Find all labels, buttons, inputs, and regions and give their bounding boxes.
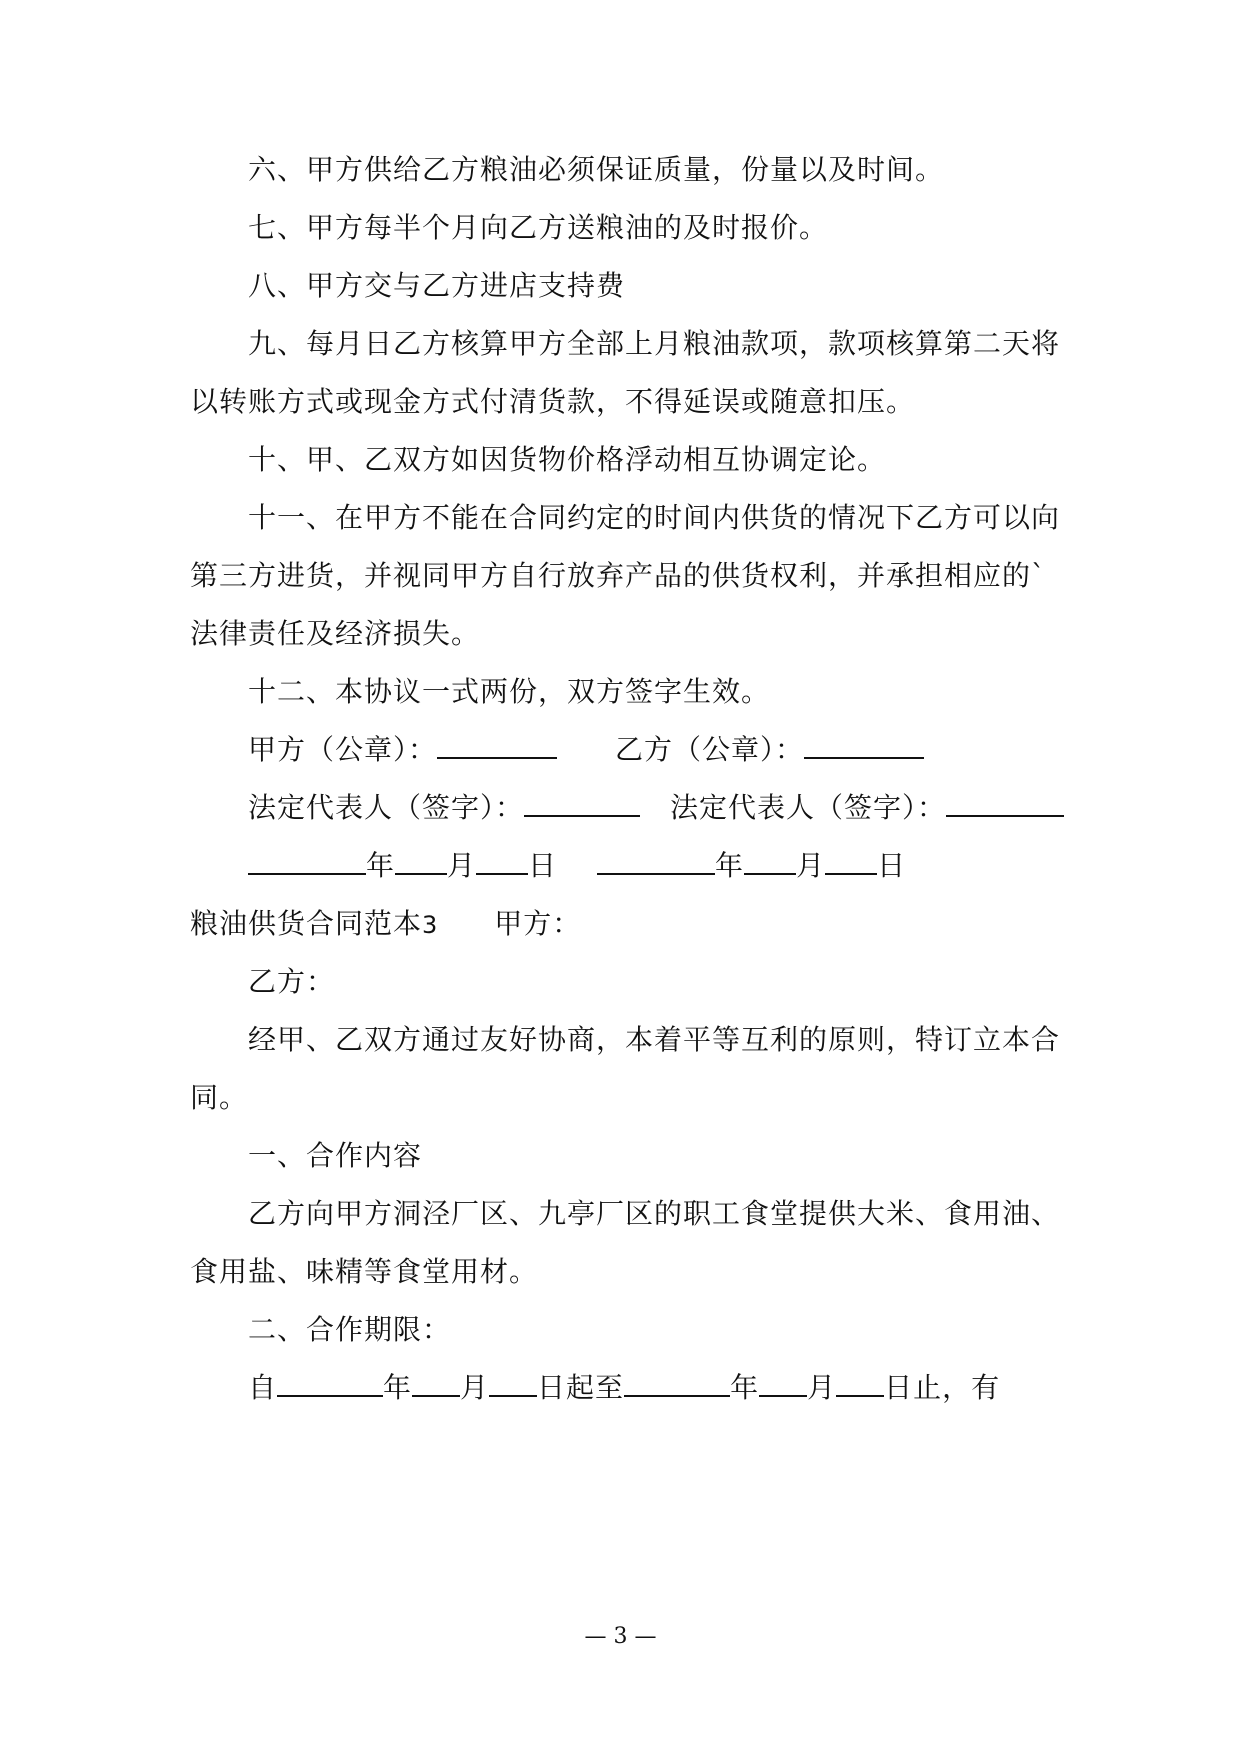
period-end-year-blank — [624, 1369, 730, 1397]
period-line — [248, 1368, 1000, 1408]
period-end-month-blank — [759, 1369, 807, 1397]
legal-rep-a-label: 法定代表人（签字）： — [248, 791, 525, 824]
clause-11-line-1: 十一、在甲方不能在合同约定的时间内供货的情况下乙方可以向 — [248, 501, 1061, 534]
date-a-day-blank — [476, 847, 528, 875]
date-a-month-blank — [395, 847, 447, 875]
legal-rep-b-blank — [946, 789, 1064, 817]
section-1-line-1: 乙方向甲方洞泾厂区、九亭厂区的职工食堂提供大米、食用油、 — [248, 1197, 1061, 1230]
period-end-year-label: 年 — [730, 1371, 760, 1404]
contract-3-heading-line — [190, 904, 581, 945]
party-b-seal-blank — [804, 731, 924, 759]
period-start-day-blank — [489, 1369, 537, 1397]
contract-title: 粮油供货合同范本 — [190, 907, 423, 940]
intro-line-1: 经甲、乙双方通过友好协商，本着平等互利的原则，特订立本合 — [248, 1023, 1061, 1056]
page-number: — 3 — — [584, 1624, 657, 1649]
party-a-seal-blank — [437, 731, 557, 759]
date-a-day-label: 日 — [528, 849, 558, 882]
period-end-label: 日止，有 — [884, 1371, 1001, 1404]
date-b-year-label: 年 — [715, 849, 745, 882]
party-b-seal-label: 乙方（公章）： — [615, 733, 805, 766]
clause-12: 十二、本协议一式两份，双方签字生效。 — [248, 675, 771, 708]
contract-title-number: 3 — [422, 911, 439, 939]
clause-6: 六、甲方供给乙方粮油必须保证质量，份量以及时间。 — [248, 153, 945, 186]
period-start-month-label: 月 — [460, 1371, 490, 1404]
clause-9-line-1: 九、每月日乙方核算甲方全部上月粮油款项，款项核算第二天将 — [248, 327, 1061, 360]
period-end-day-blank — [836, 1369, 884, 1397]
period-start-month-blank — [412, 1369, 460, 1397]
seal-line — [248, 730, 924, 770]
date-line — [248, 846, 906, 886]
period-to-label: 日起至 — [537, 1371, 625, 1404]
section-1-title: 一、合作内容 — [248, 1139, 423, 1172]
clause-8: 八、甲方交与乙方进店支持费 — [248, 269, 626, 302]
period-start-year-label: 年 — [383, 1371, 413, 1404]
legal-rep-a-blank — [524, 789, 640, 817]
clause-11-line-3: 法律责任及经济损失。 — [190, 617, 481, 650]
clause-10: 十、甲、乙双方如因货物价格浮动相互协调定论。 — [248, 443, 887, 476]
period-start-year-blank — [277, 1369, 383, 1397]
clause-7: 七、甲方每半个月向乙方送粮油的及时报价。 — [248, 211, 829, 244]
date-b-month-label: 月 — [796, 849, 826, 882]
clause-9-line-2: 以转账方式或现金方式付清货款，不得延误或随意扣压。 — [190, 385, 916, 418]
date-b-day-label: 日 — [877, 849, 907, 882]
date-a-year-blank — [248, 847, 366, 875]
party-a-seal-label: 甲方（公章）： — [248, 733, 438, 766]
section-2-title: 二、合作期限： — [248, 1313, 452, 1346]
intro-line-2: 同。 — [190, 1081, 249, 1114]
date-a-year-label: 年 — [366, 849, 396, 882]
date-b-year-blank — [597, 847, 715, 875]
legal-rep-b-label: 法定代表人（签字）： — [670, 791, 947, 824]
legal-rep-line — [248, 788, 1064, 828]
period-from-label: 自 — [248, 1371, 278, 1404]
party-b-label: 乙方： — [248, 965, 336, 998]
date-b-day-blank — [825, 847, 877, 875]
date-b-month-blank — [744, 847, 796, 875]
clause-11-line-2: 第三方进货，并视同甲方自行放弃产品的供货权利，并承担相应的` — [190, 559, 1047, 592]
party-a-label: 甲方： — [494, 907, 582, 940]
section-1-line-2: 食用盐、味精等食堂用材。 — [190, 1255, 539, 1288]
date-a-month-label: 月 — [447, 849, 477, 882]
period-end-month-label: 月 — [807, 1371, 837, 1404]
